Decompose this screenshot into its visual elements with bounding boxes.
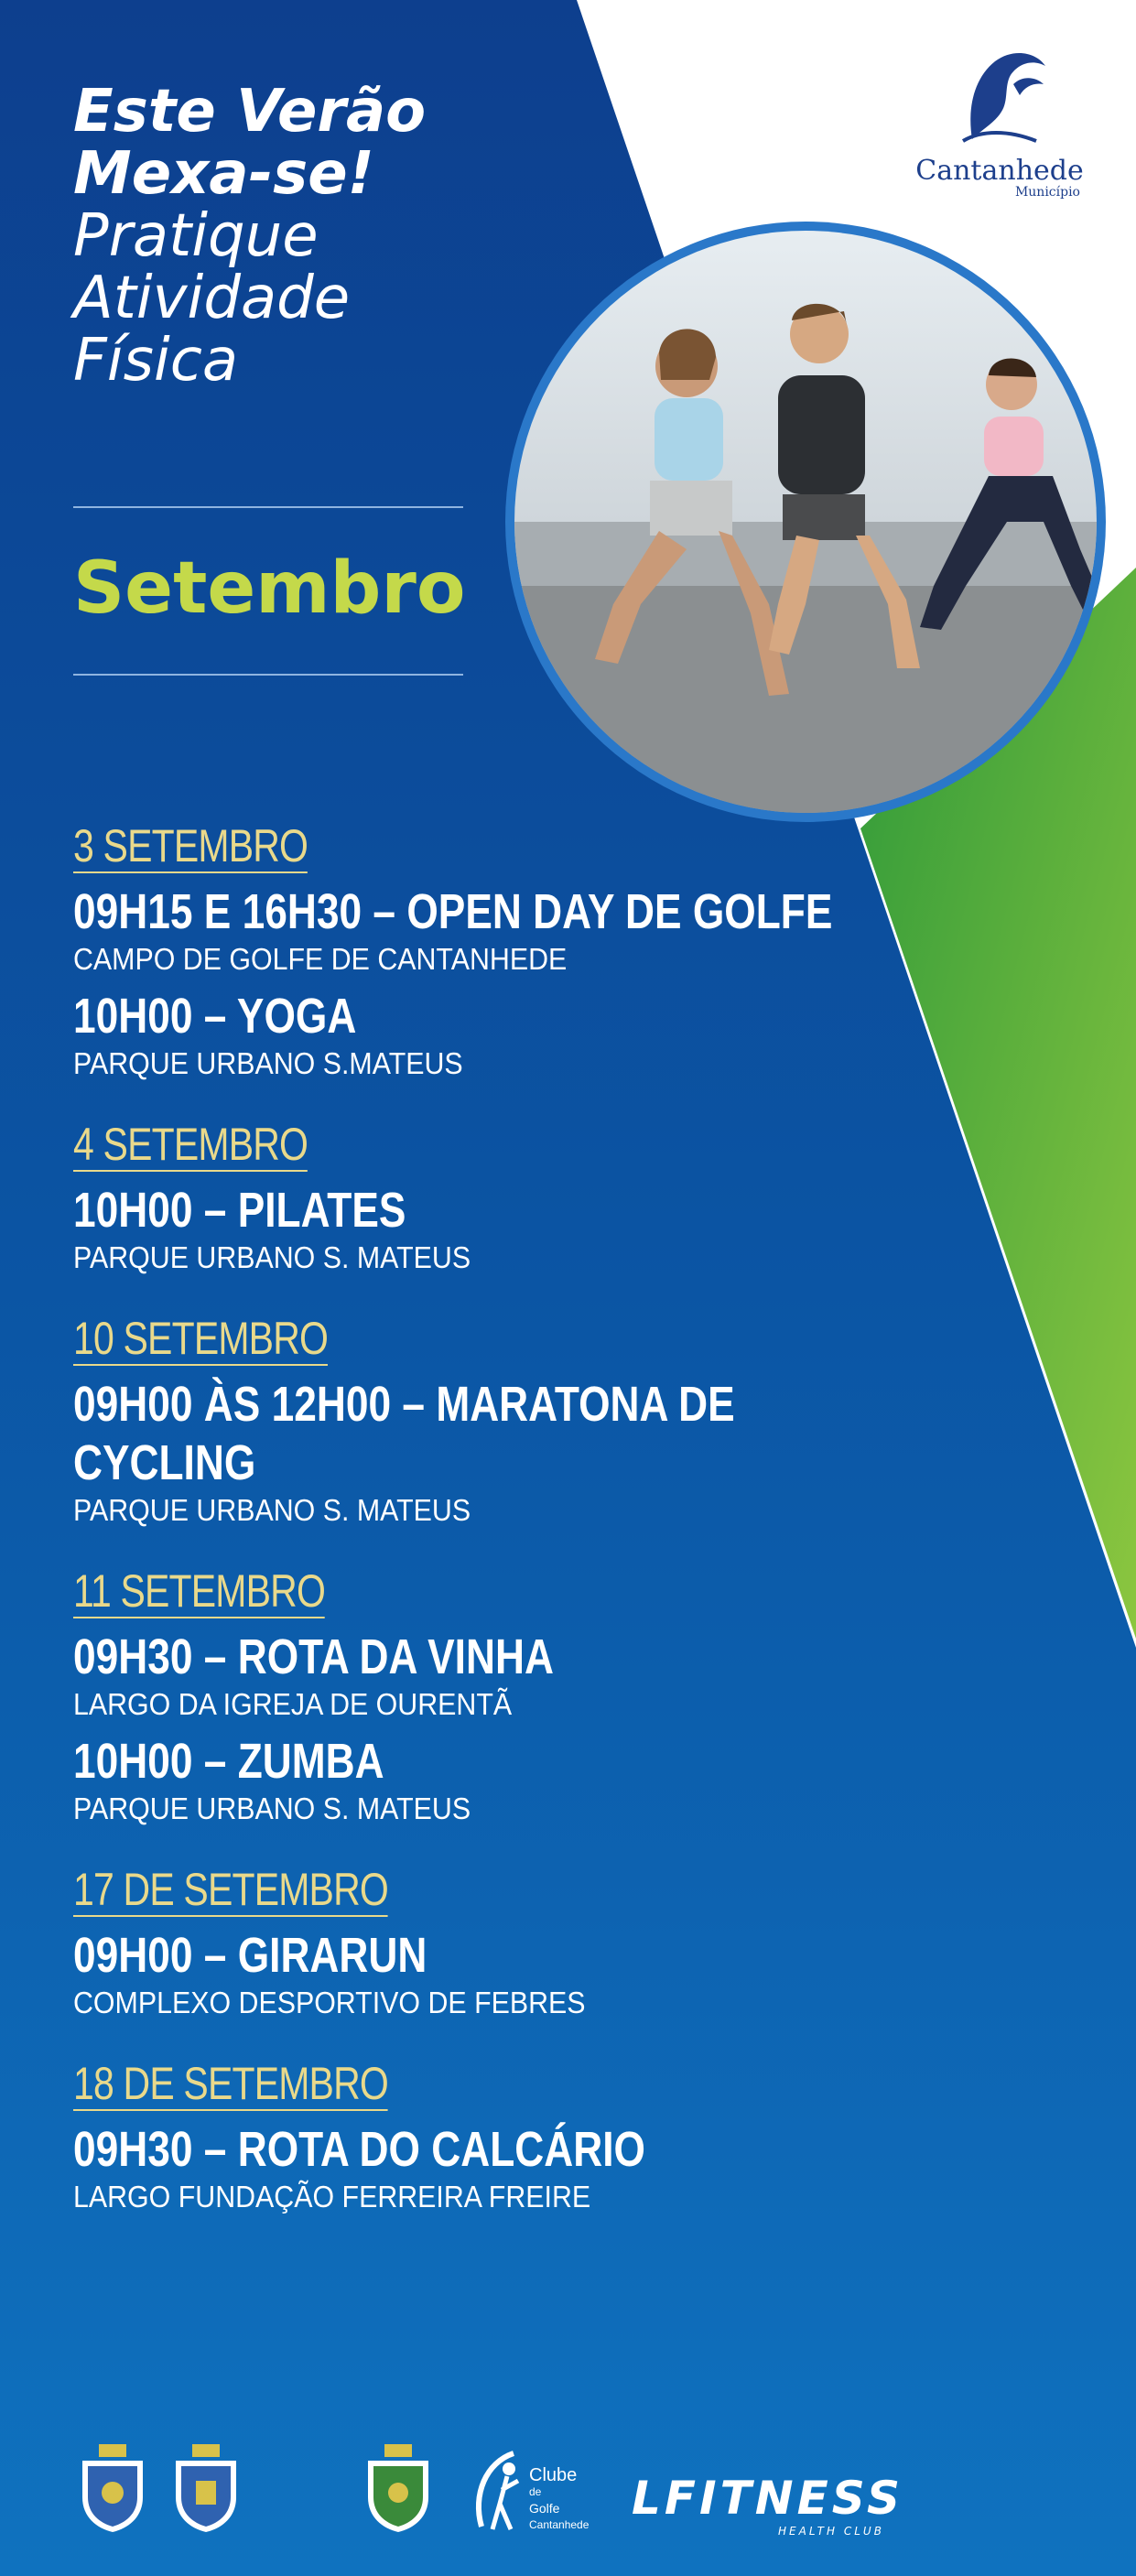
headline-line2: Mexa-se! xyxy=(73,140,374,208)
bird-wave-icon xyxy=(945,38,1055,148)
event-place: COMPLEXO DESPORTIVO DE FEBRES xyxy=(73,1986,586,2019)
date-label: 18 DE SETEMBRO xyxy=(73,2058,388,2109)
fitness-brand: LFITNESS xyxy=(632,2472,903,2525)
headline xyxy=(73,78,427,395)
event-place: LARGO FUNDAÇÃO FERREIRA FREIRE xyxy=(73,2180,591,2213)
event xyxy=(73,2120,1007,2215)
event-title: 10H00 – ZUMBA xyxy=(73,1734,384,1789)
fitness-subtitle: HEALTH CLUB xyxy=(778,2525,884,2538)
headline-line1: Este Verão xyxy=(73,78,427,146)
municipality-logo xyxy=(899,38,1100,200)
event-place: LARGO DA IGREJA DE OURENTÃ xyxy=(73,1687,513,1721)
date-label: 3 SETEMBRO xyxy=(73,820,308,871)
date-label: 11 SETEMBRO xyxy=(73,1565,326,1617)
golfer-icon xyxy=(472,2440,536,2540)
schedule xyxy=(73,820,1007,2252)
month-title: Setembro xyxy=(73,547,466,630)
day-block xyxy=(73,820,1007,1082)
golf-club-logo xyxy=(472,2440,600,2540)
logo-name: Cantanhede xyxy=(915,155,1084,187)
event xyxy=(73,987,1007,1082)
date-label: 4 SETEMBRO xyxy=(73,1119,308,1170)
day-block xyxy=(73,2058,1007,2215)
day-block xyxy=(73,1119,1007,1276)
event-title: 10H00 – YOGA xyxy=(73,989,357,1044)
parish-crest-icon xyxy=(73,2442,152,2534)
event-title: 09H30 – ROTA DO CALCÁRIO xyxy=(73,2122,645,2177)
event-place: PARQUE URBANO S.MATEUS xyxy=(73,1046,463,1080)
event-title: 09H00 ÀS 12H00 – MARATONA DE CYCLING xyxy=(73,1377,735,1490)
event xyxy=(73,1926,1007,2021)
club-line4: Cantanhede xyxy=(529,2518,590,2531)
event-title: 10H00 – PILATES xyxy=(73,1183,406,1238)
day-block xyxy=(73,1313,1007,1529)
logo-subtitle: Município xyxy=(1014,185,1080,200)
event xyxy=(73,882,1007,978)
club-line3: Golfe xyxy=(529,2501,560,2516)
divider-top xyxy=(73,506,463,508)
headline-line4: Atividade xyxy=(73,265,351,332)
event xyxy=(73,1732,1007,1827)
date-label: 10 SETEMBRO xyxy=(73,1313,329,1364)
event xyxy=(73,1375,1007,1529)
divider-bottom xyxy=(73,674,463,676)
event-place: CAMPO DE GOLFE DE CANTANHEDE xyxy=(73,942,568,976)
club-line1: Clube xyxy=(529,2465,578,2485)
day-block xyxy=(73,1565,1007,1827)
parish-crest-icon xyxy=(359,2442,438,2534)
event xyxy=(73,1628,1007,1723)
event-place: PARQUE URBANO S. MATEUS xyxy=(73,1493,471,1527)
headline-line3: Pratique xyxy=(73,202,319,270)
event-place: PARQUE URBANO S. MATEUS xyxy=(73,1240,471,1274)
headline-line5: Física xyxy=(73,327,239,395)
event xyxy=(73,1181,1007,1276)
event-place: PARQUE URBANO S. MATEUS xyxy=(73,1791,471,1825)
parish-crest-icon xyxy=(167,2442,245,2534)
date-label: 17 DE SETEMBRO xyxy=(73,1864,388,1915)
event-title: 09H30 – ROTA DA VINHA xyxy=(73,1629,554,1684)
day-block xyxy=(73,1864,1007,2021)
fitness-photo xyxy=(503,220,1108,824)
event-title: 09H15 E 16H30 – OPEN DAY DE GOLFE xyxy=(73,884,833,939)
event-title: 09H00 – GIRARUN xyxy=(73,1928,427,1983)
club-line2: de xyxy=(529,2485,542,2498)
golf-club-text xyxy=(529,2467,589,2533)
